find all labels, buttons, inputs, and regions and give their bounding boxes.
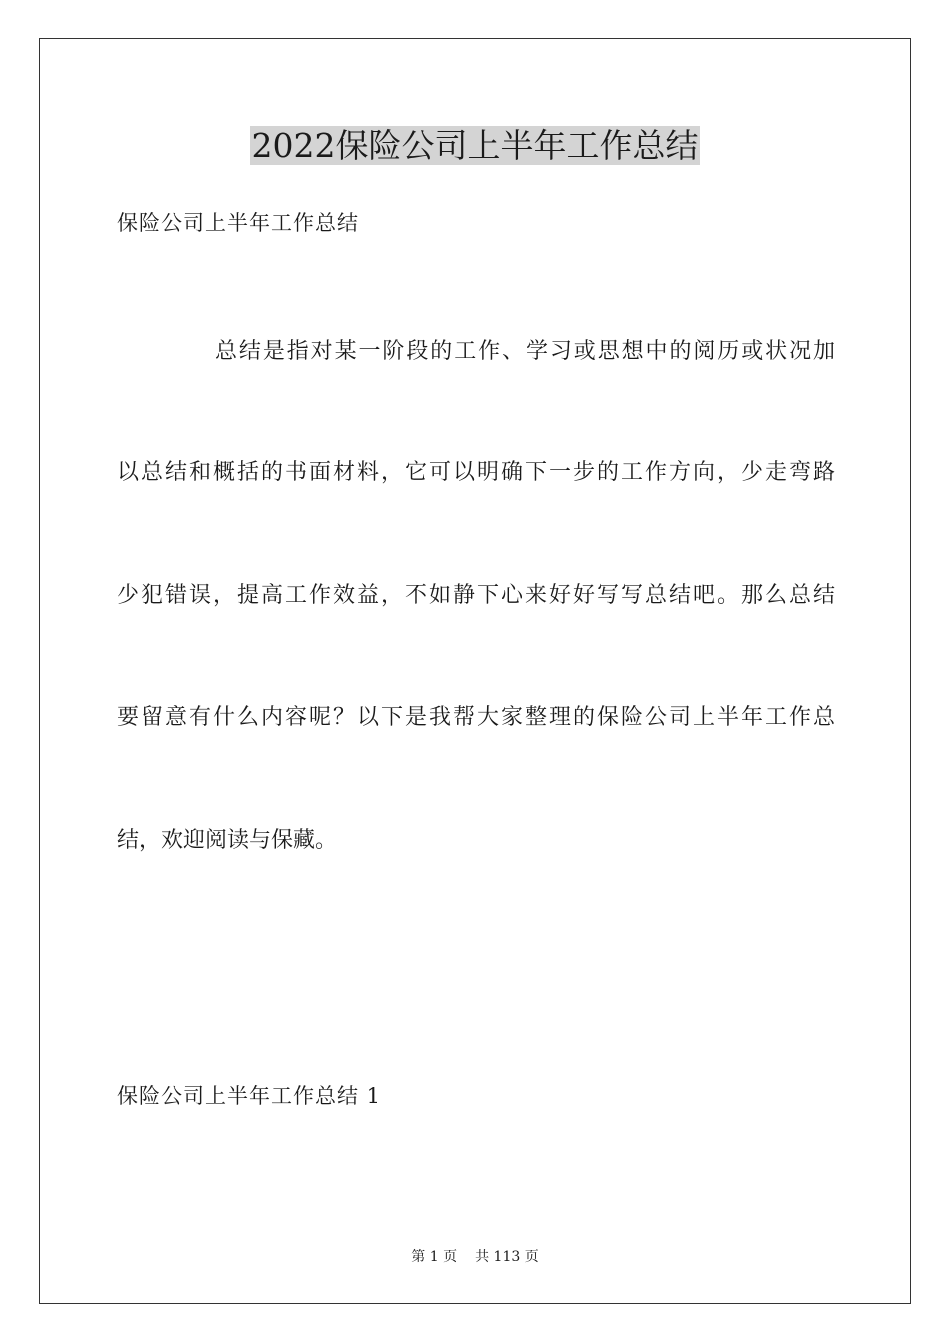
document-title: [0, 124, 950, 168]
paragraph-line-5: 结，欢迎阅读与保藏。: [117, 828, 338, 853]
section-heading: 保险公司上半年工作总结 1: [117, 1084, 382, 1108]
paragraph-line-3: 少犯错误，提高工作效益，不如静下心来好好写写总结吧。那么总结: [117, 583, 835, 608]
page-footer: [0, 1247, 950, 1267]
document-subtitle: 保险公司上半年工作总结: [117, 211, 359, 235]
page-number: 第 1 页: [411, 1249, 458, 1265]
total-pages: 共 113 页: [475, 1249, 539, 1265]
document-title-text: 2022保险公司上半年工作总结: [251, 126, 699, 165]
paragraph-line-2: 以总结和概括的书面材料，它可以明确下一步的工作方向，少走弯路: [117, 460, 835, 485]
paragraph-line-4: 要留意有什么内容呢？以下是我帮大家整理的保险公司上半年工作总: [117, 705, 835, 730]
paragraph-line-1: 总结是指对某一阶段的工作、学习或思想中的阅历或状况加: [215, 339, 835, 364]
